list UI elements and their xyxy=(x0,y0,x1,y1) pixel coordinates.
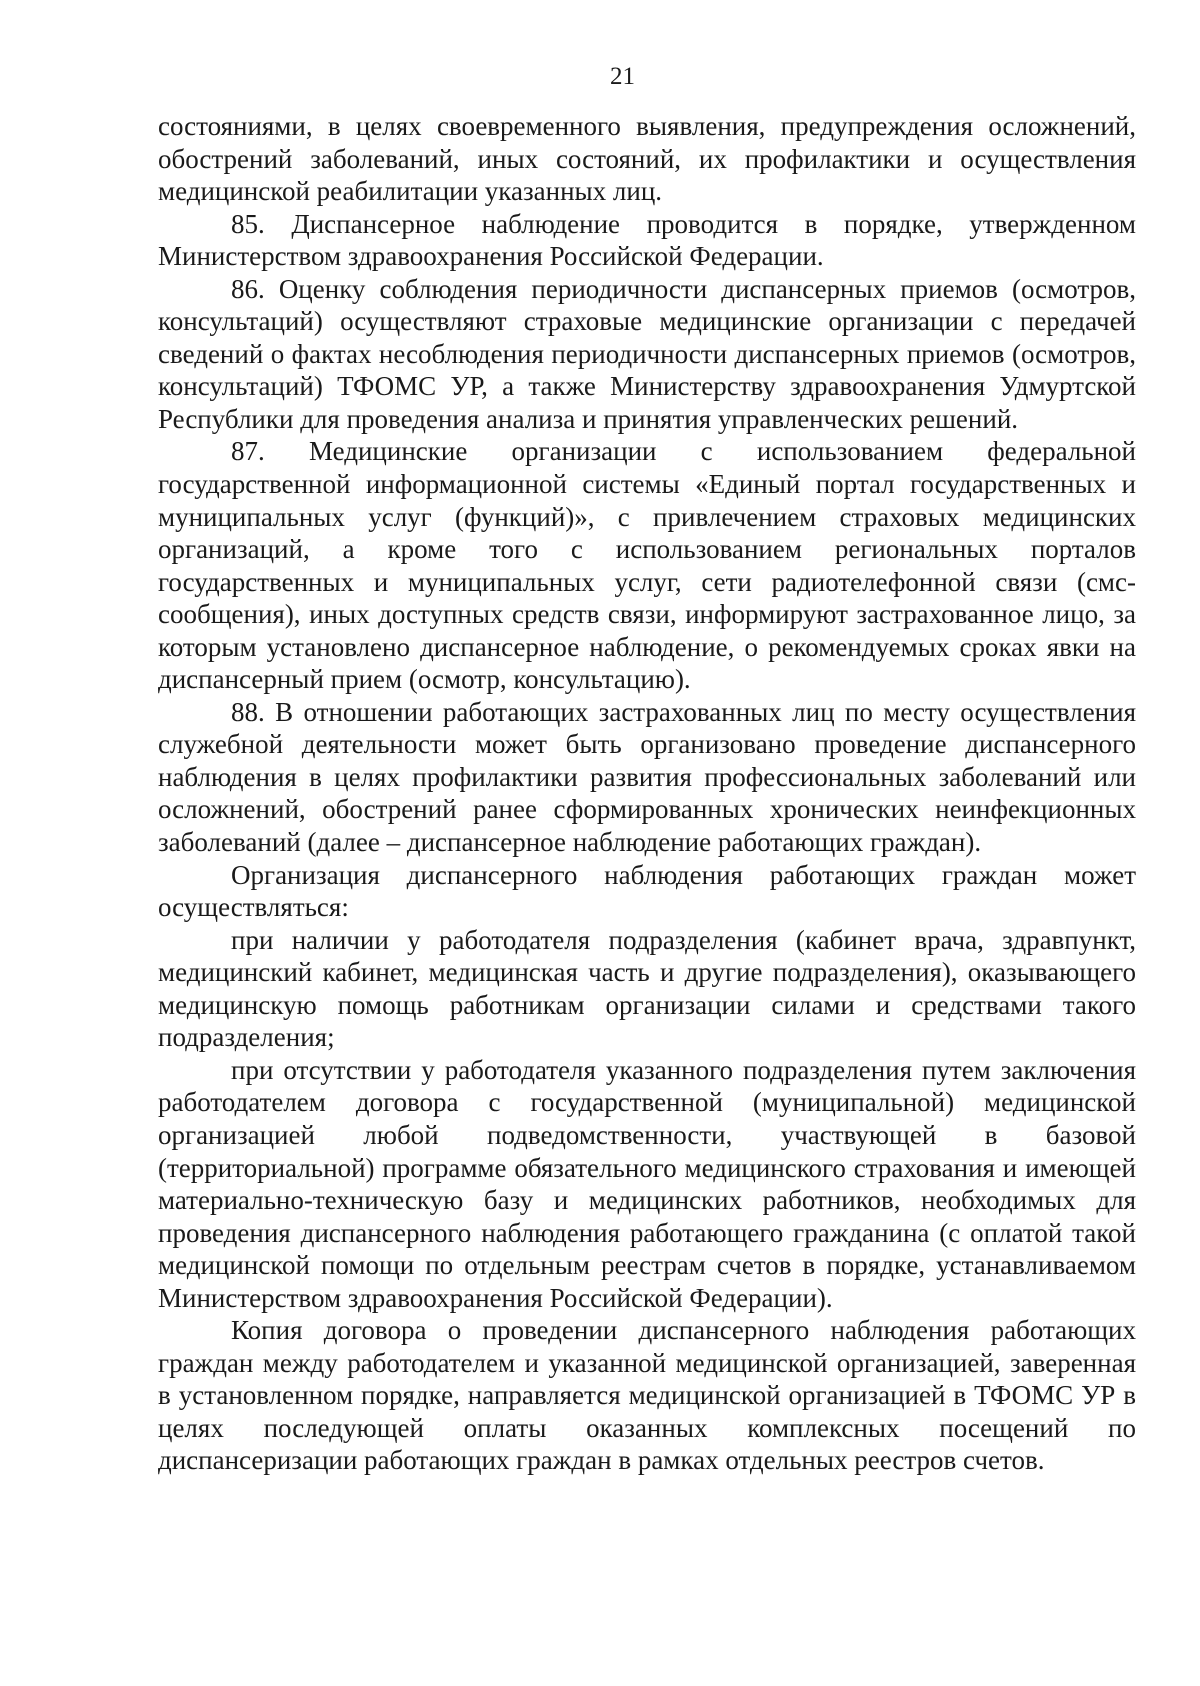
paragraph-option-2: при отсутствии у работодателя указанного подразделения путем заключения работодателем договора с государственной (муниципальной) медицинской организацией любой подведомственности, участвующей в базовой (территориальной) программе обязательного медицинского страхования и имеющей материально-техническую базу и медицинских работников, необходимых для проведения диспансерного наблюдения работающего гражданина (с оплатой такой медицинской помощи по отдельным реестрам счетов в порядке, устанавливаемом Министерством здравоохранения Российской Федерации). xyxy=(158,1054,1136,1313)
paragraph-option-1: при наличии у работодателя подразделения (кабинет врача, здравпункт, медицинский кабинет, медицинская часть и другие подразделения), оказывающего медицинскую помощь работникам организации силами и средствами такого подразделения; xyxy=(158,924,1136,1053)
paragraph-87: 87. Медицинские организации с использованием федеральной государственной информационной системы «Единый портал государственных и муниципальных услуг (функций)», с привлечением страховых медицинских организаций, а кроме того с использованием региональных порталов государственных и муниципальных услуг, сети радиотелефонной связи (смс-сообщения), иных доступных средств связи, информируют застрахованное лицо, за которым установлено диспансерное наблюдение, о рекомендуемых сроках явки на диспансерный прием (осмотр, консультацию). xyxy=(158,436,1136,695)
document-body xyxy=(158,110,1136,1477)
paragraph-organization: Организация диспансерного наблюдения работающих граждан может осуществляться: xyxy=(158,859,1136,923)
paragraph-copy: Копия договора о проведении диспансерного наблюдения работающих граждан между работодателем и указанной медицинской организацией, заверенная в установленном порядке, направляется медицинской организацией в ТФОМС УР в целях последующей оплаты оказанных комплексных посещений по диспансеризации работающих граждан в рамках отдельных реестров счетов. xyxy=(158,1315,1136,1476)
paragraph-88: 88. В отношении работающих застрахованных лиц по месту осуществления служебной деятельности может быть организовано проведение диспансерного наблюдения в целях профилактики развития профессиональных заболеваний или осложнений, обострений ранее сформированных хронических неинфекционных заболеваний (далее – диспансерное наблюдение работающих граждан). xyxy=(158,696,1136,858)
page-number: 21 xyxy=(610,63,635,90)
paragraph-85: 85. Диспансерное наблюдение проводится в порядке, утвержденном Министерством здравоохранения Российской Федерации. xyxy=(158,208,1136,272)
paragraph-continuation: состояниями, в целях своевременного выявления, предупреждения осложнений, обострений заболеваний, иных состояний, их профилактики и осуществления медицинской реабилитации указанных лиц. xyxy=(158,111,1136,207)
paragraph-86: 86. Оценку соблюдения периодичности диспансерных приемов (осмотров, консультаций) осуществляют страховые медицинские организации с передачей сведений о фактах несоблюдения периодичности диспансерных приемов (осмотров, консультаций) ТФОМС УР, а также Министерству здравоохранения Удмуртской Республики для проведения анализа и принятия управленческих решений. xyxy=(158,273,1136,434)
